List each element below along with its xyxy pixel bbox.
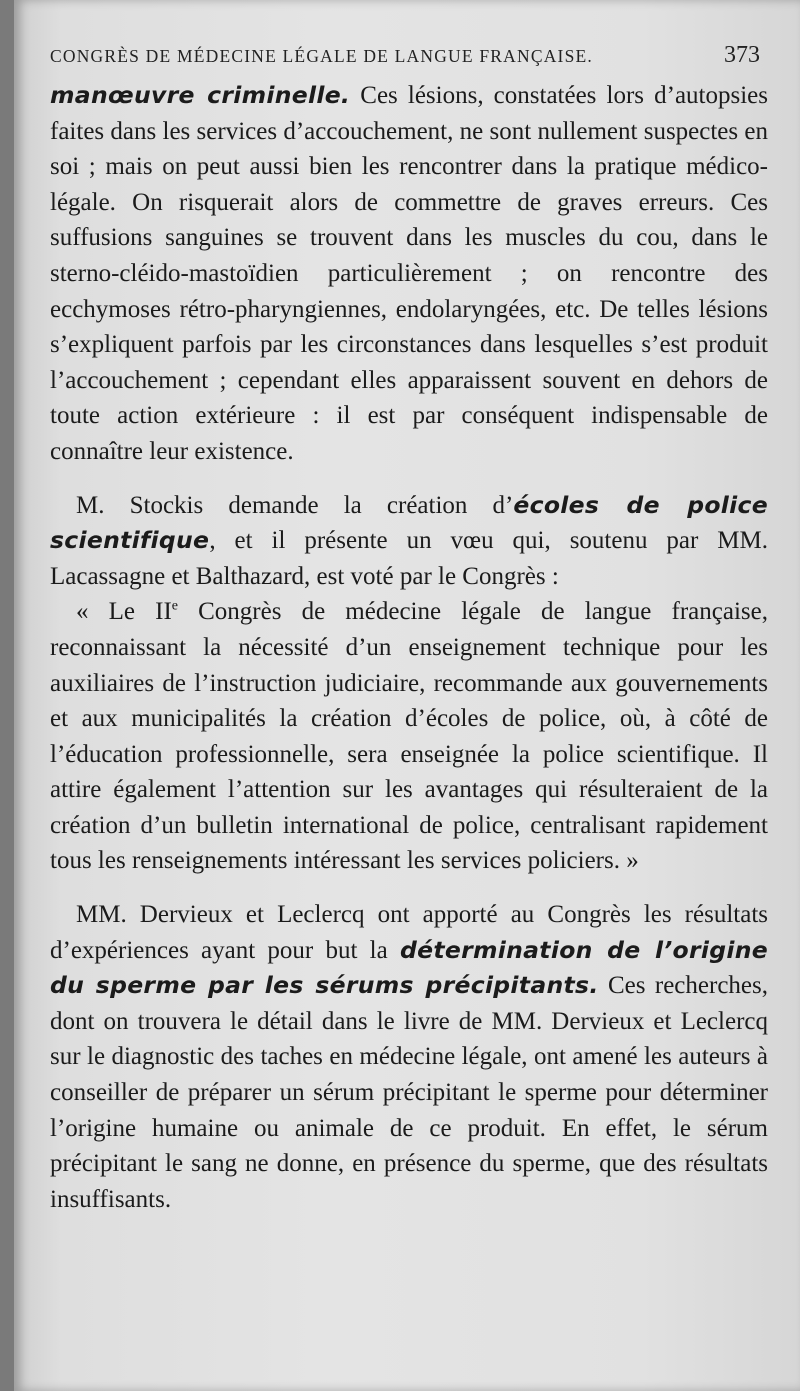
superscript-e: e xyxy=(171,598,178,614)
emphasis-ecoles-de-police: écoles de police scientifique xyxy=(50,490,768,555)
body-text xyxy=(50,78,768,1217)
paragraph-lesions xyxy=(50,78,768,470)
page-header xyxy=(50,40,770,74)
paragraph-voeu xyxy=(50,594,768,879)
paragraph-dervieux-leclercq xyxy=(50,897,768,1217)
text-run: Ces recherches, dont on trouvera le détail dans le livre de MM. Dervieux et Leclercq sur le diagnostic des taches en médecine légale, ont amené les auteurs à conseiller de préparer un sérum précipitant le sperme pour déterminer l’origine humaine ou animale de ce produit. En effet, le sérum précipitant le sang ne donne, en présence du sperme, que des résultats insuffisants. xyxy=(50,972,768,1213)
emphasis-manoeuvre-criminelle: manœuvre criminelle. xyxy=(50,81,351,109)
text-run: MM. Dervieux et Leclercq ont apporté au Congrès les résultats d’expériences ayant pour but la xyxy=(50,901,768,964)
paragraph-stockis xyxy=(50,488,768,595)
book-page xyxy=(14,0,800,1391)
text-run: M. Stockis demande la création d’ xyxy=(76,491,514,519)
text-run: , et il présente un vœu qui, soutenu par MM. Lacassagne et Balthazard, est voté par le Congrès : xyxy=(50,527,768,590)
emphasis-determination-sperme: détermination de l’origine du sperme par les sérums précipitants. xyxy=(50,935,768,1000)
running-head: CONGRÈS DE MÉDECINE LÉGALE DE LANGUE FRANÇAISE. xyxy=(50,46,593,66)
text-run: Ces lésions, constatées lors d’autopsies faites dans les services d’accouchement, ne sont nullement suspectes en soi ; mais on peut aussi bien les rencontrer dans la pratique médico-légale. On risquerait alors de commettre de graves erreurs. Ces suffusions sanguines se trouvent dans les muscles du cou, dans le sterno-cléido-mastoïdien particulièrement ; on rencontre des ecchymoses rétro-pharyngiennes, endolaryngées, etc. De telles lésions s’expliquent parfois par les circonstances dans lesquelles s’est produit l’accouchement ; cependant elles apparaissent souvent en dehors de toute action extérieure : il est par conséquent indispensable de connaître leur existence. xyxy=(50,82,768,465)
text-run: Congrès de médecine légale de langue française, reconnaissant la nécessité d’un enseignement technique pour les auxiliaires de l’instruction judiciaire, recommande aux gouvernements et aux municipalités la création d’écoles de police, où, à côté de l’éducation professionnelle, sera enseignée la police scientifique. Il attire également l’attention sur les avantages qui résulteraient de la création d’un bulletin international de police, centralisant rapidement tous les renseignements intéressant les services policiers. » xyxy=(50,598,768,875)
text-run: « Le II xyxy=(76,598,172,626)
page-number: 373 xyxy=(724,42,760,68)
